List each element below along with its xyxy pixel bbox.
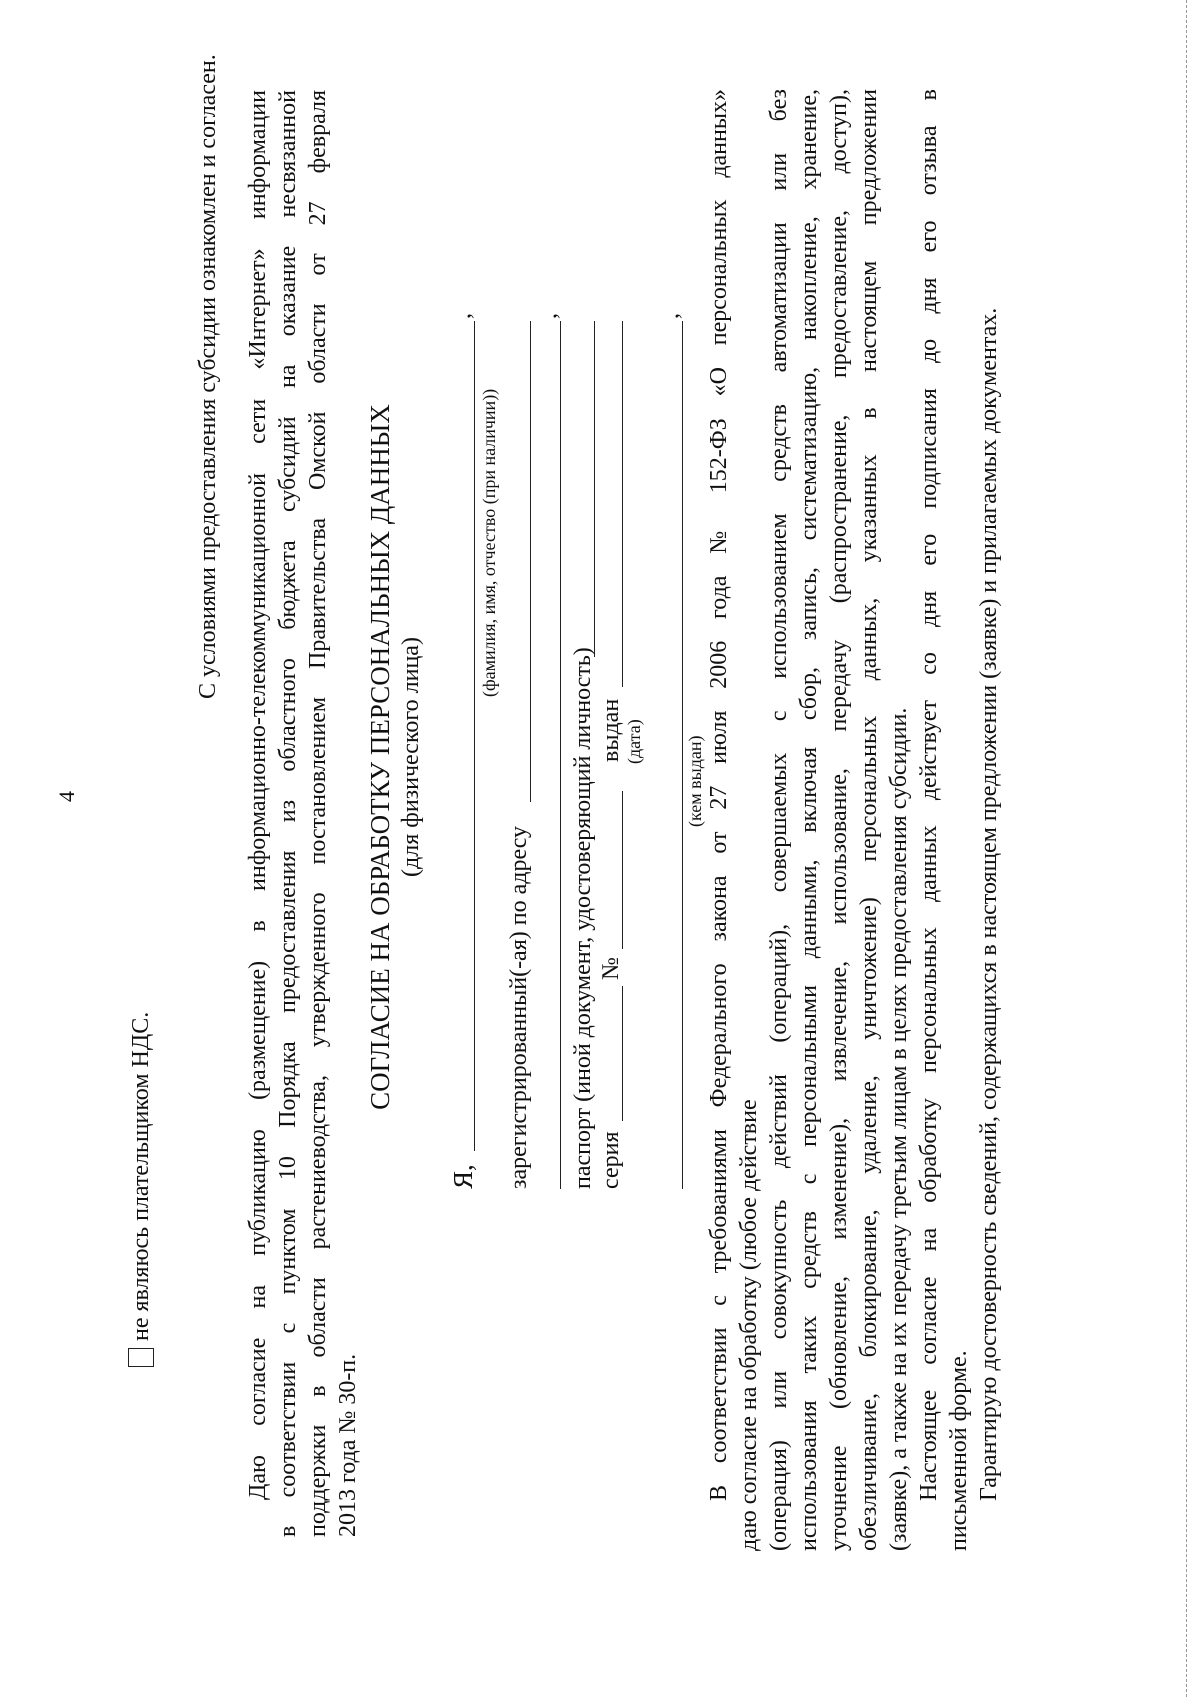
- number-input-line[interactable]: [622, 791, 623, 949]
- publication-consent-line-1: Даю согласие на публикацию (размещение) в информационно-телекоммуникационной сети «Интернет» информации: [245, 90, 271, 1500]
- passport-input-line[interactable]: [594, 321, 595, 657]
- address-input-line-1[interactable]: [530, 321, 531, 802]
- law-line-5: уточнение (обновление, изменение), извлечение, использование, передачу (распространение, предоставление, доступ),: [826, 89, 852, 1551]
- validity-line-2: письменной форме.: [946, 1350, 972, 1551]
- vat-checkbox[interactable]: [128, 1348, 154, 1367]
- law-line-3: (операция) или совокупность действий (операций), совершаемых с использованием средств автоматизации или без: [766, 89, 792, 1551]
- page-number: 4: [54, 791, 79, 802]
- issuer-input-line[interactable]: [682, 321, 683, 1189]
- validity-line-1: Настоящее согласие на обработку персональных данных действует со дня его подписания до дня его отзыва в: [916, 89, 942, 1501]
- number-label: №: [598, 957, 624, 980]
- issuer-hint: (кем выдан): [685, 735, 705, 827]
- law-line-4: использования таких средств с персональными данными, включая сбор, запись, систематизацию, накопление, хранение,: [796, 89, 822, 1551]
- consent-title: СОГЛАСИЕ НА ОБРАБОТКУ ПЕРСОНАЛЬНЫХ ДАННЫХ: [365, 404, 395, 1110]
- address-comma: ,: [536, 313, 562, 319]
- issued-input-line[interactable]: [622, 321, 623, 687]
- publication-consent-line-3: поддержки в области растениеводства, утвержденного постановлением Правительства Омской области от 27 февраля: [305, 90, 331, 1537]
- law-line-6: обезличивание, блокирование, удаление, уничтожение) персональных данных, указанных в настоящем предложении: [856, 89, 882, 1551]
- passport-label: паспорт (иной документ, удостоверяющий личность): [570, 647, 596, 1189]
- consent-subtitle: (для физического лица): [398, 637, 424, 877]
- law-line-2: даю согласие на обработку (любое действие: [736, 1099, 762, 1551]
- issued-label: выдан: [598, 698, 624, 762]
- fio-hint: (фамилия, имя, отчество (при наличии)): [479, 388, 499, 697]
- date-hint: (дата): [624, 719, 644, 764]
- law-line-7: (заявке), а также на их передачу третьим лицам в целях предоставления субсидии.: [886, 707, 912, 1551]
- law-line-1: В соответствии с требованиями Федерального закона от 27 июля 2006 года № 152-ФЗ «О персональных данных»: [706, 89, 732, 1501]
- scan-edge-line: [1186, 0, 1187, 1697]
- series-label: серия: [598, 1131, 624, 1189]
- fio-comma: ,: [450, 313, 476, 319]
- issuer-comma: ,: [658, 313, 684, 319]
- series-input-line[interactable]: [622, 986, 623, 1121]
- vat-option-text: не являюсь плательщиком НДС.: [128, 1011, 154, 1341]
- fio-input-line[interactable]: [474, 321, 475, 1151]
- conditions-text: С условиями предоставления субсидии ознакомлен и согласен.: [195, 54, 221, 699]
- registered-label: зарегистрированный(-ая) по адресу: [506, 825, 532, 1189]
- publication-consent-line-4: 2013 года № 30-п.: [335, 1353, 361, 1537]
- guarantee-line: Гарантирую достоверность сведений, содержащихся в настоящем предложении (заявке) и прилагаемых документах.: [976, 307, 1002, 1501]
- i-label: Я,: [448, 1164, 478, 1189]
- publication-consent-line-2: в соответствии с пунктом 10 Порядка предоставления из областного бюджета субсидий на оказание несвязанной: [275, 90, 301, 1537]
- address-input-line-2[interactable]: [560, 321, 561, 1189]
